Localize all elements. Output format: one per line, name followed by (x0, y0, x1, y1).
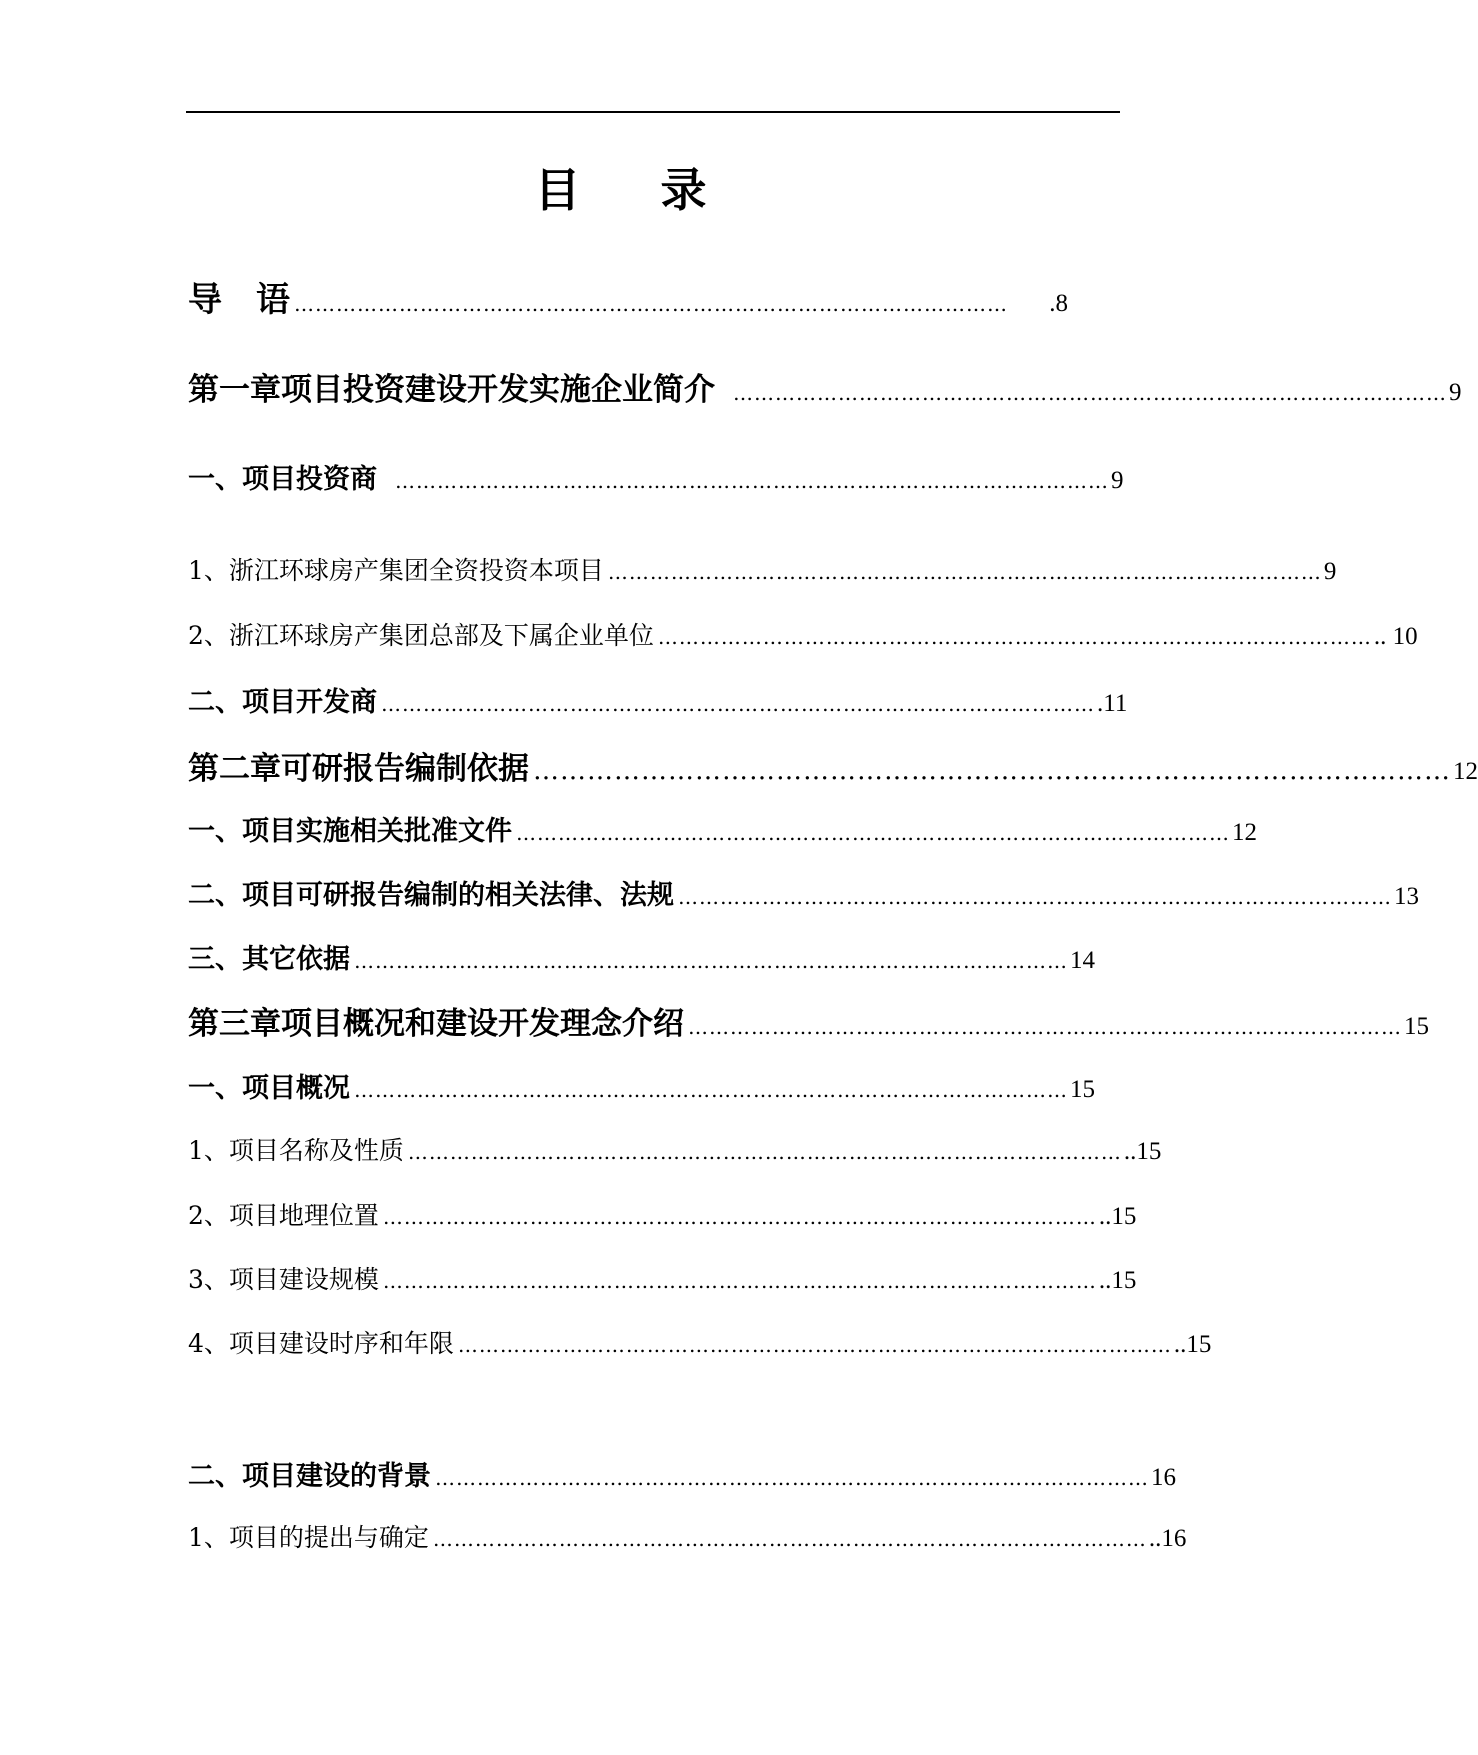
dot-leader: ………………………………………………………………………………………… (607, 560, 1322, 584)
toc-entry-section[interactable] (188, 680, 1128, 719)
toc-page-number: ..16 (1148, 1525, 1187, 1552)
toc-entry-section[interactable] (188, 809, 1257, 848)
dot-leader: ………………………………………………………………………………………… (294, 292, 1008, 316)
dot-leader: ………………………………………………………………………………………… (678, 885, 1392, 909)
dot-leader: ………………………………………………………………………………………… (407, 1140, 1122, 1164)
dot-leader: ………………………………………………………………………………………… (516, 821, 1230, 845)
toc-entry-chapter-1[interactable] (188, 364, 1462, 409)
toc-chapter-title: 项目概况和建设开发理念介绍 (281, 1006, 684, 1042)
dot-leader: ………………………………………………………………………………………… (533, 756, 1451, 786)
toc-page-number: ..15 (1098, 1267, 1137, 1294)
dot-leader: ………………………………………………………………………………………… (733, 381, 1447, 405)
toc-page-number: 12 (1453, 758, 1478, 785)
toc-entry-item[interactable] (188, 1196, 1137, 1232)
toc-entry-section[interactable] (188, 457, 1124, 496)
toc-entry-item[interactable] (188, 1260, 1137, 1296)
toc-page-number: 15 (1404, 1013, 1429, 1040)
toc-entry-label: 2、项目地理位置 (188, 1201, 379, 1230)
dot-leader: ………………………………………………………………………………………… (657, 625, 1372, 649)
toc-entry-label: 三、其它依据 (188, 944, 350, 975)
page-title-char-1: 目 (534, 163, 581, 217)
toc-entry-label: 一、项目概况 (188, 1073, 350, 1104)
toc-entry-label: 1、项目名称及性质 (188, 1136, 404, 1165)
toc-page-number: 15 (1070, 1076, 1095, 1103)
toc-page-number: 9 (1111, 467, 1124, 494)
toc-entry-section[interactable] (188, 873, 1419, 912)
toc-page-number: 14 (1070, 947, 1095, 974)
toc-entry-label: 二、项目开发商 (188, 687, 377, 718)
toc-entry-item[interactable] (188, 1324, 1212, 1360)
dot-leader: ………………………………………………………………………………………… (354, 949, 1068, 973)
toc-chapter-number: 第一章 (188, 372, 281, 408)
toc-page-number: 12 (1232, 819, 1257, 846)
toc-entry-item[interactable] (188, 616, 1418, 652)
toc-entry-label: 4、项目建设时序和年限 (188, 1329, 454, 1358)
toc-entry-label: 3、项目建设规模 (188, 1265, 379, 1294)
toc-entry-item[interactable] (188, 551, 1337, 587)
toc-entry-lead[interactable] (188, 272, 1068, 321)
toc-page-number: ..15 (1098, 1203, 1137, 1230)
toc-entry-label: 一、项目实施相关批准文件 (188, 816, 512, 847)
toc-entry-chapter-2[interactable] (188, 743, 1478, 788)
toc-entry-label: 1、浙江环球房产集团全资投资本项目 (188, 556, 604, 585)
dot-leader: ………………………………………………………………………………………… (432, 1527, 1147, 1551)
toc-page-number: 13 (1394, 883, 1419, 910)
page-title-char-2: 录 (660, 163, 707, 217)
toc-chapter-number: 第三章 (188, 1006, 281, 1042)
dot-leader: ………………………………………………………………………………………… (382, 1205, 1097, 1229)
header-rule (186, 111, 1120, 113)
toc-entry-chapter-3[interactable] (188, 998, 1429, 1043)
toc-entry-label: 2、浙江环球房产集团总部及下属企业单位 (188, 621, 654, 650)
toc-entry-item[interactable] (188, 1131, 1162, 1167)
toc-page-number: .. 10 (1373, 623, 1418, 650)
toc-entry-label: 1、项目的提出与确定 (188, 1523, 429, 1552)
dot-leader: ………………………………………………………………………………………… (688, 1015, 1402, 1039)
page-title (0, 160, 1241, 220)
dot-leader: ………………………………………………………………………………………… (395, 469, 1109, 493)
toc-chapter-number: 第二章 (188, 751, 281, 787)
toc-chapter-title: 可研报告编制依据 (281, 751, 529, 787)
toc-page-number: 9 (1323, 558, 1337, 585)
dot-leader: ………………………………………………………………………………………… (382, 1269, 1097, 1293)
toc-entry-label: 二、项目可研报告编制的相关法律、法规 (188, 880, 674, 911)
toc-entry-label: 二、项目建设的背景 (188, 1461, 431, 1492)
toc-entry-label: 一、项目投资商 (188, 464, 377, 495)
toc-entry-section[interactable] (188, 1066, 1095, 1105)
dot-leader: ………………………………………………………………………………………… (457, 1333, 1172, 1357)
toc-page-number: .11 (1097, 690, 1128, 717)
toc-page-number: ..15 (1173, 1331, 1212, 1358)
toc-entry-item[interactable] (188, 1518, 1187, 1554)
toc-page-number: 9 (1449, 379, 1462, 406)
dot-leader: ………………………………………………………………………………………… (435, 1466, 1149, 1490)
toc-entry-section[interactable] (188, 1454, 1176, 1493)
toc-entry-section[interactable] (188, 937, 1095, 976)
toc-chapter-title: 项目投资建设开发实施企业简介 (281, 372, 715, 408)
dot-leader: ………………………………………………………………………………………… (354, 1078, 1068, 1102)
toc-page-number: ..15 (1123, 1138, 1162, 1165)
toc-entry-label: 导 语 (188, 280, 290, 320)
toc-page-number: 16 (1151, 1464, 1176, 1491)
toc-page-number: .8 (1049, 290, 1068, 317)
dot-leader: ………………………………………………………………………………………… (381, 692, 1095, 716)
